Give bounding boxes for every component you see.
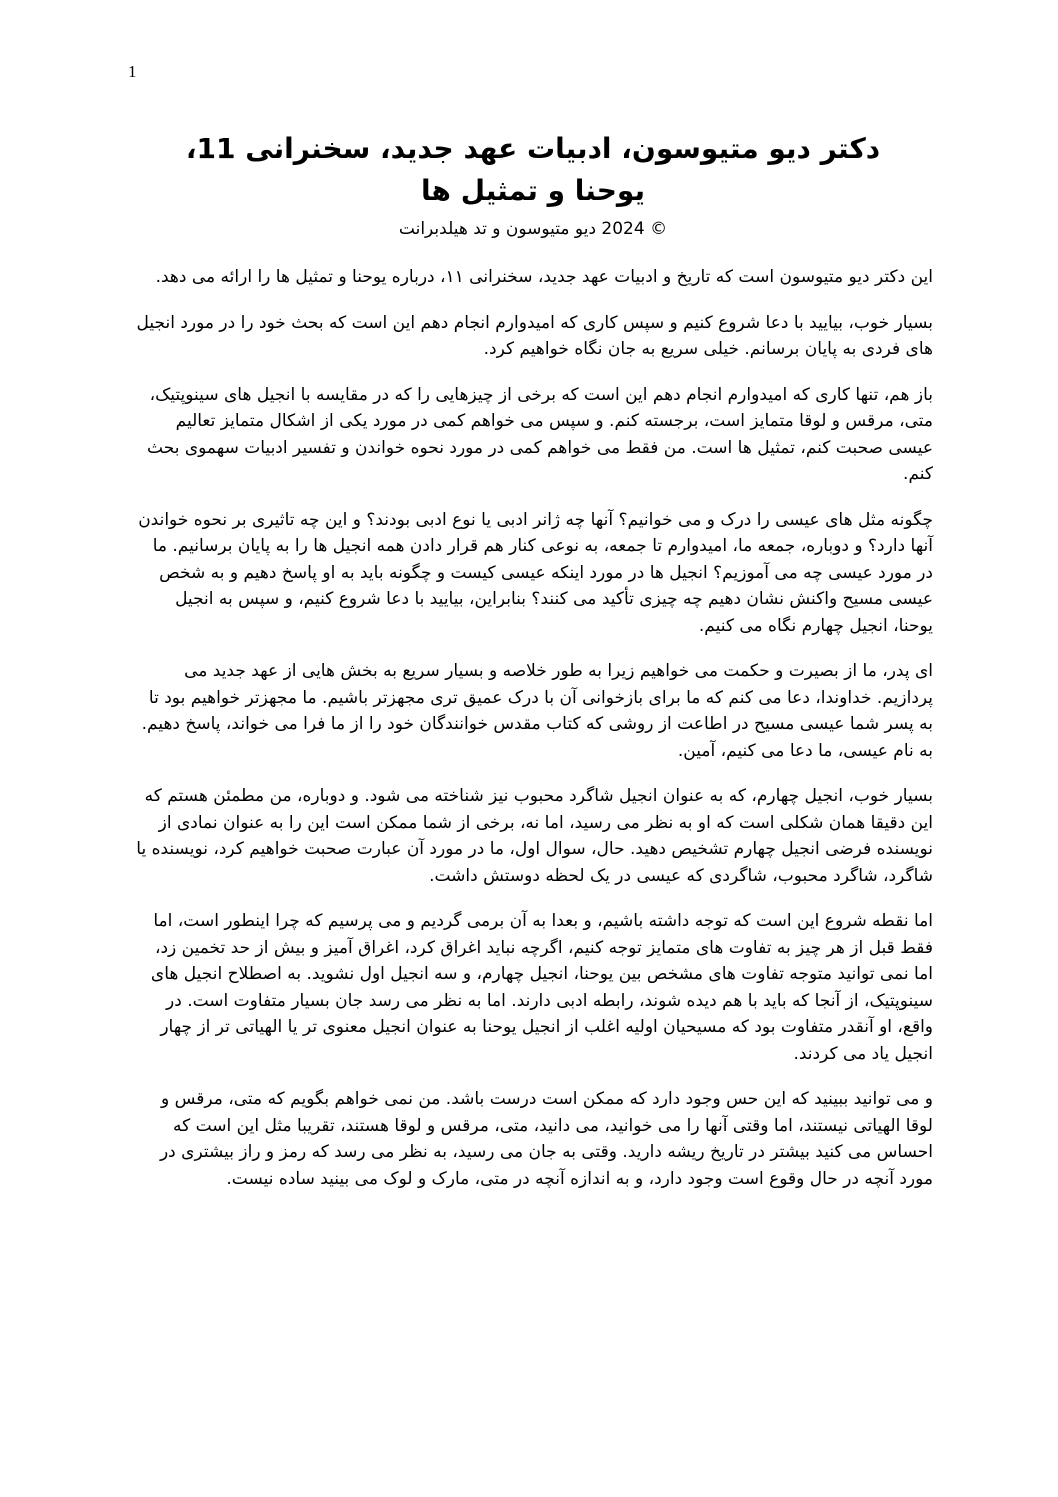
paragraph-prayer-start: بسیار خوب، بیایید با دعا شروع کنیم و سپس کاری که امیدوارم انجام دهم این است که بحث خود را در مورد انجیل های فردی به پایان برسانم. خیلی سریع به جان نگاه خواهیم کرد. [136,312,933,359]
paragraph-fourth-gospel: بسیار خوب، انجیل چهارم، که به عنوان انجیل شاگرد محبوب نیز شناخته می شود. و دوباره، من مطمئن هستم که این دقیقا همان شکلی است که او به نظر می رسید، اما نه، برخی از شما ممکن است این را به عنوان نمادی از نویسنده فرضی انجیل چهارم تشخیص دهید. حال، سوال اول، ما در مورد آن عبارت صحبت خواهیم کرد، نویسنده یا شاگرد، شاگرد محبوب، شاگردی که عیسی در یک لحظه دوستش داشت. [136,786,933,886]
document-body [133,128,933,1211]
paragraph-synoptic-comparison: باز هم، تنها کاری که امیدوارم انجام دهم این است که برخی از چیزهایی را که در مقایسه با انجیل های سینوپتیک، متی، مرقس و لوقا متمایز است، برجسته کنم. و سپس می خواهم کمی در مورد یکی از اشکال متمایز تعالیم عیسی صحبت کنم، تمثیل ها است. من فقط می خواهم کمی در مورد نحوه خواندن و تفسیر ادبیات سهموی بحث کنم. [147,384,933,484]
page-number: 1 [128,62,137,81]
page-title: دکتر دیو متیوسون، ادبیات عهد جدید، سخنرانی 11، یوحنا و تمثیل ها [185,132,881,207]
body-text [133,264,933,1192]
paragraph-distinctive-differences: اما نقطه شروع این است که توجه داشته باشیم، و بعدا به آن برمی گردیم و می پرسیم که چرا اینطور است، اما فقط قبل از هر چیز به تفاوت های متمایز توجه کنیم، اگرچه نباید اغراق کرد، اغراق آمیز و بیش از حد تخمین زد، اما نمی توانید متوجه تفاوت های مشخص بین یوحنا، انجیل چهارم، و سه انجیل اول نشوید. به اصطلاح انجیل های سینوپتیک، از آنجا که باید با هم دیده شوند، رابطه ادبی دارند. اما به نظر می رسد جان بسیار متفاوت است. در واقع، او آنقدر متفاوت بود که مسیحیان اولیه اغلب از انجیل یوحنا به عنوان انجیل معنوی تر یا الهیاتی تر از چهار انجیل یاد می کردند. [150,911,933,1064]
paragraph-parables-questions: چگونه مثل های عیسی را درک و می خوانیم؟ آنها چه ژانر ادبی یا نوع ادبی بودند؟ و این چه تاثیری بر نحوه خواندن آنها دارد؟ و دوباره، جمعه ما، امیدوارم تا جمعه، به نوعی کنار هم قرار دادن همه انجیل ها را به پایان برسانیم. ما در مورد عیسی چه می آموزیم؟ انجیل ها در مورد اینکه عیسی کیست و چگونه باید به او پاسخ دهیم و به شخص عیسی مسیح واکنش نشان دهیم چه چیزی تأکید می کنند؟ بنابراین، بیایید با دعا شروع کنیم، و سپس به انجیل یوحنا، انجیل چهارم نگاه می کنیم. [138,509,933,636]
paragraph-intro: این دکتر دیو متیوسون است که تاریخ و ادبیات عهد جدید، سخنرانی ۱۱، درباره یوحنا و تمثیل ها را ارائه می دهد. [155,267,933,287]
paragraph-spiritual-gospel: و می توانید ببینید که این حس وجود دارد که ممکن است درست باشد. من نمی خواهم بگویم که متی، مرقس و لوقا الهیاتی نیستند، اما وقتی آنها را می خوانید، می دانید، متی، مرقس و لوقا هستند، تقریبا مثل این است که احساس می کنید بیشتر در تاریخ ریشه دارید. وقتی به جان می رسید، به نظر می رسد که رمز و راز بیشتری در مورد آنچه در حال وقوع است وجود دارد، و به اندازه آنچه در متی، مارک و لوک می بینید ساده نیست. [159,1089,933,1189]
paragraph-prayer: ای پدر، ما از بصیرت و حکمت می خواهیم زیرا به طور خلاصه و بسیار سریع به بخش هایی از عهد جدید می پردازیم. خداوندا، دعا می کنم که ما برای بازخوانی آن با درک عمیق تری مجهزتر باشیم. ما مجهزتر خواهیم بود تا به پسر شما عیسی مسیح در اطاعت از روشی که کتاب مقدس خوانندگان خود را از ما فرا می خواند، پاسخ دهیم. به نام عیسی، ما دعا می کنیم، آمین. [141,661,933,761]
copyright-line: © 2024 دیو متیوسون و تد هیلدبرانت [398,219,668,239]
